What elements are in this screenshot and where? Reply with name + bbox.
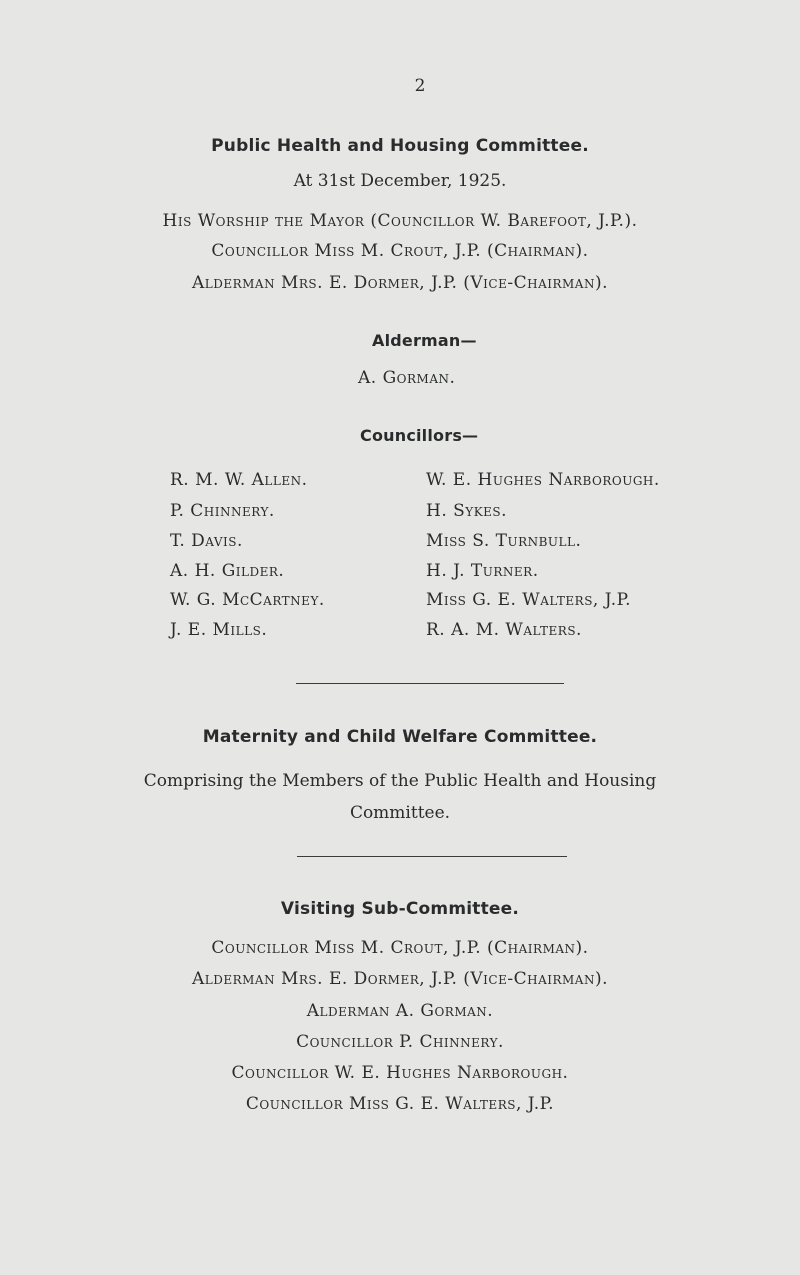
visiting-member-3: Alderman A. Gorman. [306,1001,494,1021]
visiting-member-6: Councillor Miss G. E. Walters, J.P. [245,1094,555,1114]
councillor-right-4: H. J. Turner. [426,561,539,581]
maternity-text-line1: Comprising the Members of the Public Health and Housing [143,771,657,791]
alderman-heading: Alderman— [372,331,477,350]
section-divider [296,683,564,684]
visiting-member-4: Councillor P. Chinnery. [296,1032,504,1052]
councillor-right-5: Miss G. E. Walters, J.P. [426,590,632,610]
alderman-name: A. Gorman. [358,368,456,388]
section-divider [297,856,567,857]
councillor-left-4: A. H. Gilder. [170,561,285,581]
officer-chairman: Councillor Miss M. Crout, J.P. (Chairman). [211,241,589,261]
councillor-left-6: J. E. Mills. [170,620,268,640]
councillor-right-6: R. A. M. Walters. [426,620,582,640]
public-health-heading: Public Health and Housing Committee. [211,136,589,156]
councillor-right-1: W. E. Hughes Narborough. [426,470,660,490]
maternity-text-line2: Committee. [349,803,451,823]
public-health-date: At 31st December, 1925. [293,171,507,191]
officer-mayor: His Worship the Mayor (Councillor W. Barefoot, J.P.). [162,211,638,231]
councillors-heading: Councillors— [360,426,479,445]
maternity-heading: Maternity and Child Welfare Committee. [202,727,598,747]
visiting-member-5: Councillor W. E. Hughes Narborough. [231,1063,569,1083]
councillor-left-3: T. Davis. [170,531,243,551]
councillor-left-5: W. G. McCartney. [170,590,325,610]
officer-vice-chairman: Alderman Mrs. E. Dormer, J.P. (Vice-Chairman). [191,273,609,293]
visiting-heading: Visiting Sub-Committee. [280,899,520,919]
councillor-right-2: H. Sykes. [426,501,508,521]
visiting-member-1: Councillor Miss M. Crout, J.P. (Chairman). [211,938,589,958]
visiting-member-2: Alderman Mrs. E. Dormer, J.P. (Vice-Chairman). [191,969,609,989]
page-number: 2 [414,76,426,96]
councillor-left-2: P. Chinnery. [170,501,275,521]
councillor-left-1: R. M. W. Allen. [170,470,308,490]
councillor-right-3: Miss S. Turnbull. [426,531,582,551]
